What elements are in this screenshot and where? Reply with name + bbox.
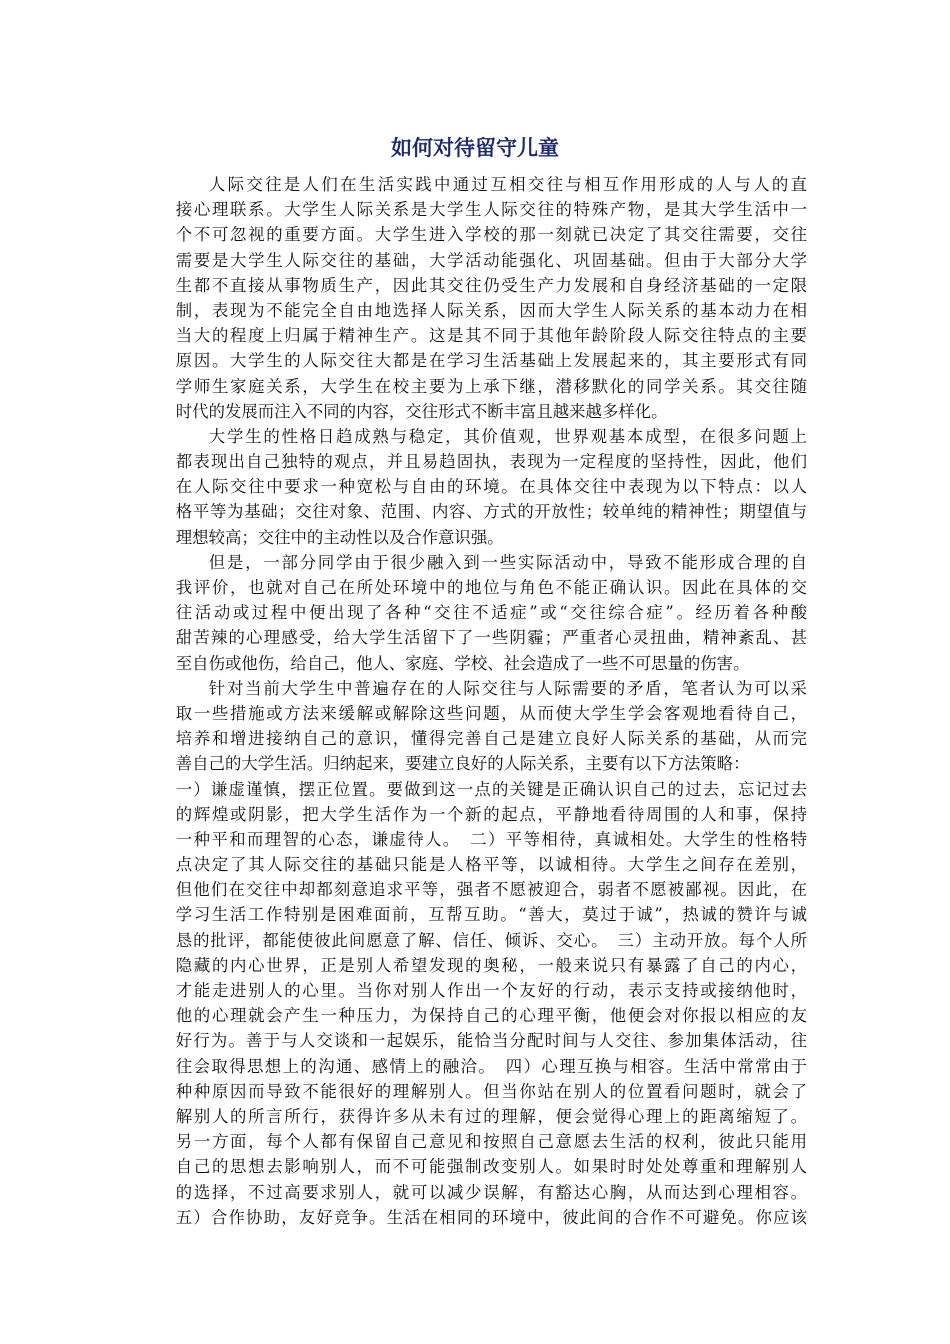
text-line: 自己的思想去影响别人，而不可能强制改变别人。如果时时处处尊重和理解别人 <box>175 1157 807 1177</box>
text-line: 甜苦辣的心理感受，给大学生活留下了一些阴霾；严重者心灵扭曲，精神紊乱、甚 <box>175 628 807 648</box>
document-title: 如何对待留守儿童 <box>391 136 559 160</box>
text-line: 的辉煌或阴影，把大学生活作为一个新的起点，平静地看待周围的人和事，保持 <box>175 804 807 824</box>
text-line: 时代的发展而注入不同的内容，交往形式不断丰富且越来越多样化。 <box>175 401 668 421</box>
paragraph-2 <box>143 424 807 550</box>
text-line: 一种平和而理智的心态，谦虚待人。 二）平等相待，真诚相处。大学生的性格特 <box>175 829 807 849</box>
text-line: 好行为。善于与人交谈和一起娱乐，能恰当分配时间与人交往、参加集体活动，往 <box>175 1031 807 1051</box>
text-line: 善自己的大学生活。归纳起来，要建立良好的人际关系，主要有以下方法策略： <box>175 754 750 774</box>
text-line: 针对当前大学生中普遍存在的人际交往与人际需要的矛盾，笔者认为可以采 <box>208 678 807 698</box>
text-line: 取一些措施或方法来缓解或解除这些问题，从而使大学生学会客观地看待自己， <box>175 703 807 723</box>
text-line: 学师生家庭关系，大学生在校主要为上承下继，潜移默化的同学关系。其交往随 <box>175 376 807 396</box>
text-line: 制，表现为不能完全自由地选择人际关系，因而大学生人际关系的基本动力在相 <box>175 300 807 320</box>
text-line: 点决定了其人际交往的基础只能是人格平等，以诚相待。大学生之间存在差别， <box>175 855 807 875</box>
paragraph-5 <box>143 777 807 1230</box>
text-line: 个不可忽视的重要方面。大学生进入学校的那一刻就已决定了其交往需要，交往 <box>175 225 807 245</box>
text-line: 理想较高；交往中的主动性以及合作意识强。 <box>175 527 504 547</box>
text-line: 人际交往是人们在生活实践中通过互相交往与相互作用形成的人与人的直 <box>208 175 807 194</box>
text-line: 格平等为基础；交往对象、范围、内容、方式的开放性；较单纯的精神性；期望值与 <box>175 502 807 522</box>
text-line: 往会取得思想上的沟通、感情上的融洽。 四）心理互换与相容。生活中常常由于 <box>175 1056 807 1076</box>
text-line: 五）合作协助，友好竞争。生活在相同的环境中，彼此间的合作不可避免。你应该 <box>175 1207 807 1227</box>
document-body <box>143 172 807 1230</box>
text-line: 但他们在交往中却都刻意追求平等，强者不愿被迎合，弱者不愿被鄙视。因此，在 <box>175 880 807 900</box>
paragraph-1 <box>143 172 807 424</box>
text-line: 往活动或过程中便出现了各种“交往不适症”或“交往综合症”。经历着各种酸 <box>175 603 807 623</box>
paragraph-3 <box>143 550 807 676</box>
text-line: 一）谦虚谨慎，摆正位置。要做到这一点的关键是正确认识自己的过去，忘记过去 <box>175 779 807 799</box>
text-line: 在人际交往中要求一种宽松与自由的环境。在具体交往中表现为以下特点：以人 <box>175 477 807 497</box>
text-line: 培养和增进接纳自己的意识，懂得完善自己是建立良好人际关系的基础，从而完 <box>175 729 807 749</box>
text-line: 解别人的所言所行，获得许多从未有过的理解，便会觉得心理上的距离缩短了。 <box>175 1106 807 1126</box>
text-line: 隐藏的内心世界，正是别人希望发现的奥秘，一般来说只有暴露了自己的内心， <box>175 955 807 975</box>
text-line: 的选择，不过高要求别人，就可以减少误解，有豁达心胸，从而达到心理相容。 <box>175 1182 807 1202</box>
text-line: 才能走进别人的心里。当你对别人作出一个友好的行动，表示支持或接纳他时， <box>175 981 807 1000</box>
text-line: 都表现出自己独特的观点，并且易趋固执，表现为一定程度的坚持性，因此，他们 <box>175 452 807 472</box>
text-line: 当大的程度上归属于精神生产。这是其不同于其他年龄阶段人际交往特点的主要 <box>175 326 807 346</box>
text-line: 种种原因而导致不能很好的理解别人。但当你站在别人的位置看问题时，就会了 <box>175 1081 807 1101</box>
text-line: 原因。大学生的人际交往大都是在学习生活基础上发展起来的，其主要形式有同 <box>175 351 807 371</box>
text-line: 我评价，也就对自己在所处环境中的地位与角色不能正确认识。因此在具体的交 <box>175 578 807 597</box>
paragraph-4 <box>143 676 807 777</box>
text-line: 生都不直接从事物质生产，因此其交往仍受生产力发展和自身经济基础的一定限 <box>175 275 807 295</box>
text-line: 恳的批评，都能使彼此间愿意了解、信任、倾诉、交心。 三）主动开放。每个人所 <box>175 930 807 950</box>
text-line: 他的心理就会产生一种压力，为保持自己的心理平衡，他便会对你报以相应的友 <box>175 1006 807 1026</box>
text-line: 大学生的性格日趋成熟与稳定，其价值观，世界观基本成型，在很多问题上 <box>208 426 807 446</box>
text-line: 接心理联系。大学生人际关系是大学生人际交往的特殊产物，是其大学生活中一 <box>175 200 807 220</box>
text-line: 但是，一部分同学由于很少融入到一些实际活动中，导致不能形成合理的自 <box>208 552 807 572</box>
text-line: 至自伤或他伤，给自己，他人、家庭、学校、社会造成了一些不可思量的伤害。 <box>175 653 750 673</box>
text-line: 需要是大学生人际交往的基础，大学活动能强化、巩固基础。但由于大部分大学 <box>175 250 807 270</box>
text-line: 另一方面，每个人都有保留自己意见和按照自己意愿去生活的权利，彼此只能用 <box>175 1132 807 1152</box>
text-line: 学习生活工作特别是困难面前，互帮互助。“善大，莫过于诚”，热诚的赞许与诚 <box>175 905 807 925</box>
